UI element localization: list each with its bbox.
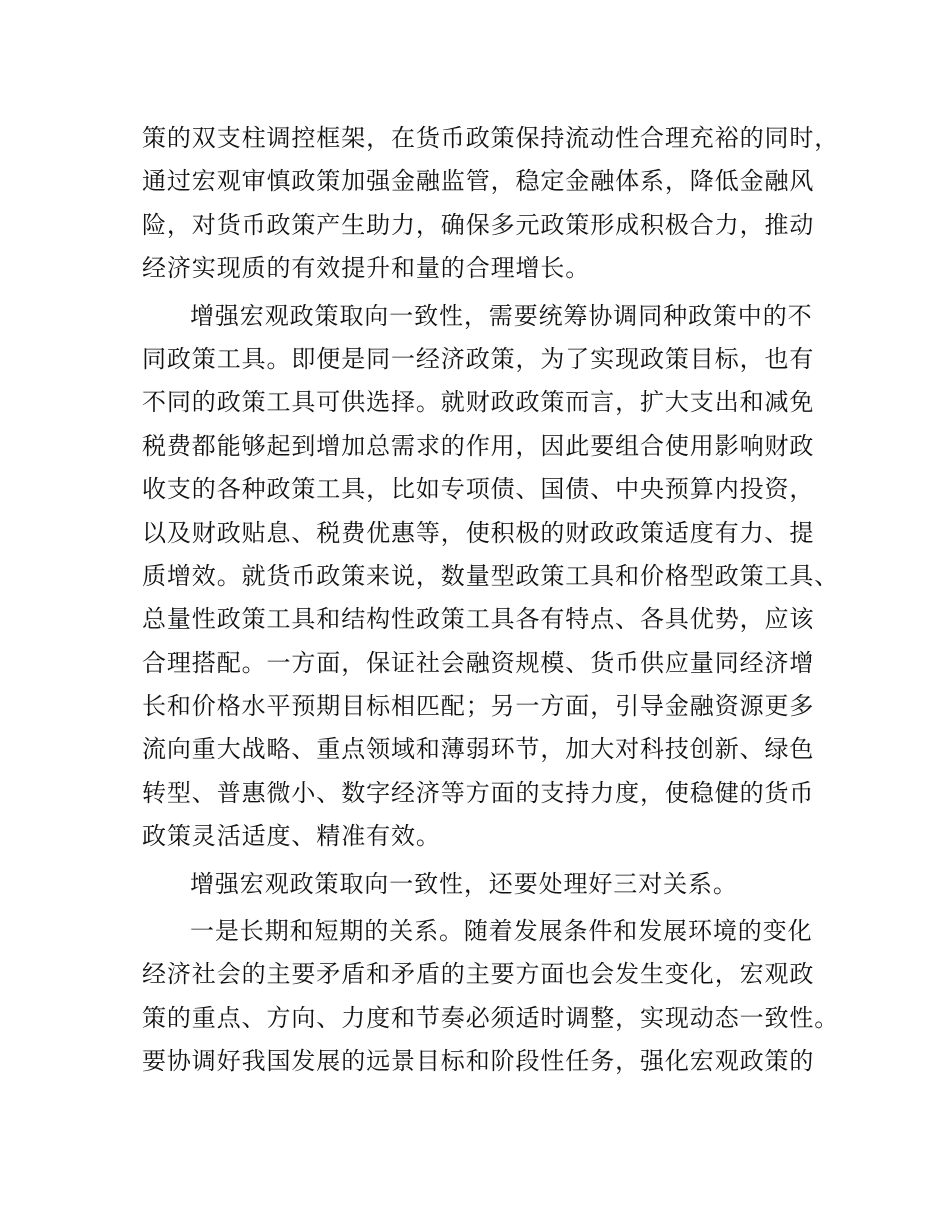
text-line: 经济社会的主要矛盾和矛盾的主要方面也会发生变化，宏观政 xyxy=(142,960,815,989)
text-line: 流向重大战略、重点领域和薄弱环节，加大对科技创新、绿色 xyxy=(142,735,815,764)
text-line: 不同的政策工具可供选择。就财政政策而言，扩大支出和减免 xyxy=(142,388,815,417)
paragraph-4 xyxy=(142,910,840,1084)
text-line: 税费都能够起到增加总需求的作用，因此要组合使用影响财政 xyxy=(142,431,815,460)
text-line: 政策灵活适度、精准有效。 xyxy=(142,822,441,851)
text-line: 同政策工具。即便是同一经济政策，为了实现政策目标，也有 xyxy=(142,344,815,373)
text-line: 险，对货币政策产生助力，确保多元政策形成积极合力，推动 xyxy=(142,210,815,239)
text-line: 质增效。就货币政策来说，数量型政策工具和价格型政策工具、 xyxy=(142,561,840,590)
text-line: 转型、普惠微小、数字经济等方面的支持力度，使稳健的货币 xyxy=(142,778,815,807)
text-line: 合理搭配。一方面，保证社会融资规模、货币供应量同经济增 xyxy=(142,648,815,677)
text-line: 要协调好我国发展的远景目标和阶段性任务，强化宏观政策的 xyxy=(142,1047,815,1076)
text-line: 策的双支柱调控框架，在货币政策保持流动性合理充裕的同时， xyxy=(142,124,840,152)
paragraph-2 xyxy=(142,295,840,859)
text-line: 收支的各种政策工具，比如专项债、国债、中央预算内投资， xyxy=(142,475,815,504)
text-line: 长和价格水平预期目标相匹配；另一方面，引导金融资源更多 xyxy=(142,692,815,721)
document-body xyxy=(142,117,840,1084)
paragraph-1 xyxy=(142,117,840,291)
text-line: 增强宏观政策取向一致性，还要处理好三对关系。 xyxy=(190,869,738,898)
text-line: 总量性政策工具和结构性政策工具各有特点、各具优势，应该 xyxy=(142,605,815,634)
text-line: 策的重点、方向、力度和节奏必须适时调整，实现动态一致性。 xyxy=(142,1003,840,1032)
text-line: 增强宏观政策取向一致性，需要统筹协调同种政策中的不 xyxy=(190,301,813,330)
text-line: 通过宏观审慎政策加强金融监管，稳定金融体系，降低金融风 xyxy=(142,167,815,196)
text-line: 经济实现质的有效提升和量的合理增长。 xyxy=(142,254,591,283)
text-line: 以及财政贴息、税费优惠等，使积极的财政政策适度有力、提 xyxy=(142,518,815,547)
paragraph-3 xyxy=(142,863,822,906)
text-line: 一是长期和短期的关系。随着发展条件和发展环境的变化 xyxy=(190,917,813,946)
